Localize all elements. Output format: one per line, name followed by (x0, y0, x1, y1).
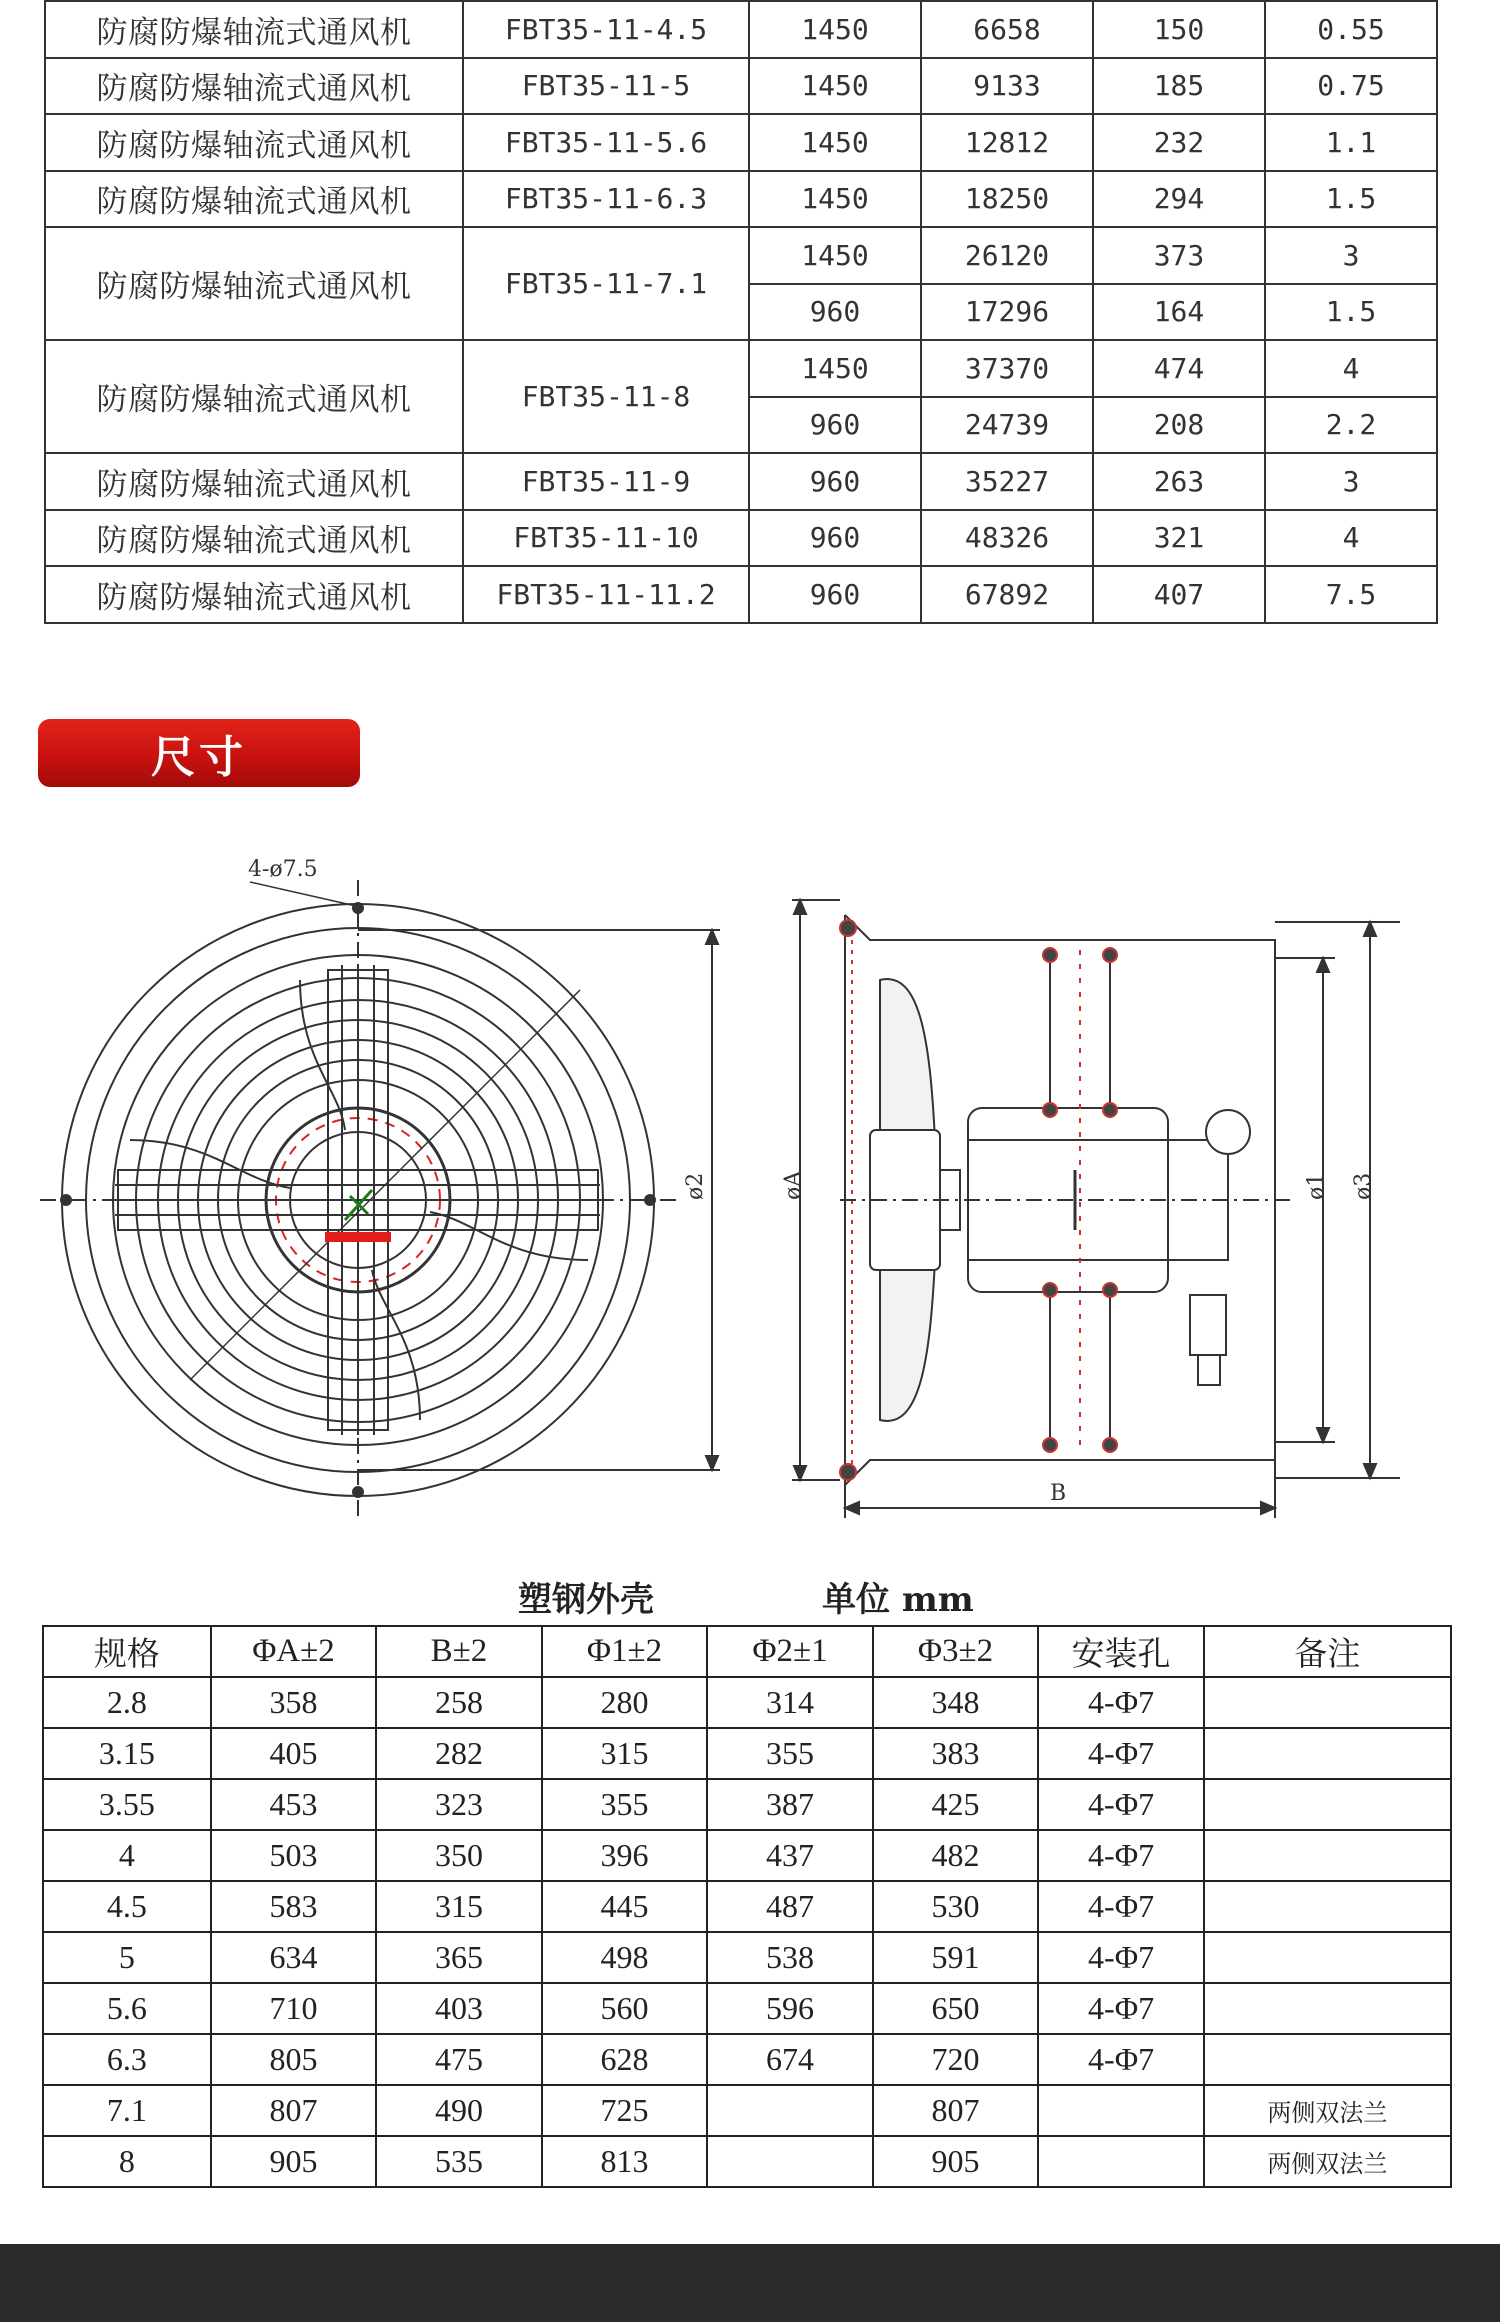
pressure-cell: 232 (1093, 114, 1265, 171)
dimensions-header-cell: Φ1±2 (542, 1626, 708, 1677)
airflow-cell: 67892 (921, 566, 1093, 623)
dimensions-cell: 387 (707, 1779, 873, 1830)
dimensions-cell: 4-Φ7 (1038, 1779, 1204, 1830)
dimensions-cell: 453 (211, 1779, 377, 1830)
dimensions-cell: 4-Φ7 (1038, 1983, 1204, 2034)
power-cell: 1.1 (1265, 114, 1437, 171)
phiA-label: øA (781, 1170, 806, 1200)
dimensions-cell (1204, 1830, 1451, 1881)
airflow-cell: 18250 (921, 171, 1093, 228)
dimensions-cell: 710 (211, 1983, 377, 2034)
power-cell: 4 (1265, 340, 1437, 397)
pressure-cell: 373 (1093, 227, 1265, 284)
dimensions-cell: 3.55 (43, 1779, 211, 1830)
dimensions-row (43, 1728, 1451, 1779)
dimensions-header-row (43, 1626, 1451, 1677)
dimensions-cell: 3.15 (43, 1728, 211, 1779)
dimensions-cell: 498 (542, 1932, 708, 1983)
dimensions-cell: 282 (376, 1728, 542, 1779)
speed-cell: 1450 (749, 114, 921, 171)
dimensions-header-cell: 备注 (1204, 1626, 1451, 1677)
pressure-cell: 164 (1093, 284, 1265, 341)
dimensions-cell: 383 (873, 1728, 1039, 1779)
power-cell: 0.55 (1265, 1, 1437, 58)
power-cell: 7.5 (1265, 566, 1437, 623)
performance-table-body (45, 1, 1437, 623)
dimensions-cell: 7.1 (43, 2085, 211, 2136)
dimensions-cell: 350 (376, 1830, 542, 1881)
dimensions-row (43, 2136, 1451, 2187)
dimensions-cell: 628 (542, 2034, 708, 2085)
dimensions-row (43, 1779, 1451, 1830)
dimensions-cell: 315 (376, 1881, 542, 1932)
dimensions-cell: 396 (542, 1830, 708, 1881)
speed-cell: 960 (749, 453, 921, 510)
airflow-cell: 6658 (921, 1, 1093, 58)
dimensions-cell (1204, 1932, 1451, 1983)
fan-technical-drawing (0, 840, 1500, 1540)
dimensions-cell: 4 (43, 1830, 211, 1881)
dimensions-cell: 487 (707, 1881, 873, 1932)
dimensions-cell: 805 (211, 2034, 377, 2085)
airflow-cell: 48326 (921, 510, 1093, 567)
model-cell: FBT35-11-11.2 (463, 566, 749, 623)
speed-cell: 1450 (749, 1, 921, 58)
pressure-cell: 474 (1093, 340, 1265, 397)
dimensions-cell (707, 2136, 873, 2187)
dimensions-cell: 355 (542, 1779, 708, 1830)
speed-cell: 960 (749, 397, 921, 454)
dimensions-cell (1038, 2136, 1204, 2187)
dimensions-cell: 258 (376, 1677, 542, 1728)
performance-row (45, 171, 1437, 228)
dimensions-cell: 538 (707, 1932, 873, 1983)
fan-name-cell: 防腐防爆轴流式通风机 (45, 340, 463, 453)
dimensions-cell: 280 (542, 1677, 708, 1728)
dimensions-cell: 4-Φ7 (1038, 1728, 1204, 1779)
dimensions-cell: 720 (873, 2034, 1039, 2085)
dimensions-row (43, 1830, 1451, 1881)
fan-name-cell: 防腐防爆轴流式通风机 (45, 171, 463, 228)
dimensions-cell: 4-Φ7 (1038, 1830, 1204, 1881)
power-cell: 1.5 (1265, 284, 1437, 341)
dimensions-header-cell: 规格 (43, 1626, 211, 1677)
phi2-label: ø2 (683, 1172, 708, 1200)
dimensions-cell: 两侧双法兰 (1204, 2085, 1451, 2136)
performance-row (45, 566, 1437, 623)
dims-caption-material: 塑钢外壳 (518, 1580, 654, 1620)
dimensions-cell: 4-Φ7 (1038, 1881, 1204, 1932)
performance-row (45, 227, 1437, 284)
dimensions-cell: 6.3 (43, 2034, 211, 2085)
dimensions-cell: 535 (376, 2136, 542, 2187)
performance-row (45, 1, 1437, 58)
dimensions-header-cell: ΦA±2 (211, 1626, 377, 1677)
speed-cell: 960 (749, 510, 921, 567)
B-label: B (1050, 1481, 1067, 1506)
power-cell: 1.5 (1265, 171, 1437, 228)
model-cell: FBT35-11-4.5 (463, 1, 749, 58)
speed-cell: 1450 (749, 58, 921, 115)
pressure-cell: 263 (1093, 453, 1265, 510)
phi3-label: ø3 (1351, 1172, 1376, 1200)
dimensions-cell (1204, 1677, 1451, 1728)
dimensions-cell: 905 (211, 2136, 377, 2187)
dimensions-row (43, 1983, 1451, 2034)
dimensions-cell: 5.6 (43, 1983, 211, 2034)
performance-row (45, 114, 1437, 171)
power-cell: 3 (1265, 453, 1437, 510)
model-cell: FBT35-11-8 (463, 340, 749, 453)
speed-cell: 1450 (749, 227, 921, 284)
dimensions-cell: 8 (43, 2136, 211, 2187)
dimensions-cell: 591 (873, 1932, 1039, 1983)
dimensions-cell: 358 (211, 1677, 377, 1728)
dimensions-row (43, 1677, 1451, 1728)
dimensions-cell: 314 (707, 1677, 873, 1728)
model-cell: FBT35-11-7.1 (463, 227, 749, 340)
dimensions-cell (1204, 1983, 1451, 2034)
model-cell: FBT35-11-10 (463, 510, 749, 567)
dimensions-cell: 两侧双法兰 (1204, 2136, 1451, 2187)
fan-name-cell: 防腐防爆轴流式通风机 (45, 227, 463, 340)
airflow-cell: 37370 (921, 340, 1093, 397)
performance-row (45, 340, 1437, 397)
dimensions-cell: 425 (873, 1779, 1039, 1830)
dims-caption-unit: 单位 mm (822, 1580, 974, 1620)
dimensions-cell: 813 (542, 2136, 708, 2187)
dimensions-cell: 807 (211, 2085, 377, 2136)
dimensions-cell (1204, 2034, 1451, 2085)
dimensions-cell: 445 (542, 1881, 708, 1932)
performance-row (45, 453, 1437, 510)
pressure-cell: 208 (1093, 397, 1265, 454)
dimensions-cell: 725 (542, 2085, 708, 2136)
dimensions-cell (1038, 2085, 1204, 2136)
speed-cell: 1450 (749, 340, 921, 397)
speed-cell: 960 (749, 566, 921, 623)
side-view (792, 900, 1400, 1518)
speed-cell: 960 (749, 284, 921, 341)
pressure-cell: 321 (1093, 510, 1265, 567)
dimensions-row (43, 1881, 1451, 1932)
performance-table (44, 0, 1438, 624)
model-cell: FBT35-11-6.3 (463, 171, 749, 228)
dimensions-cell: 475 (376, 2034, 542, 2085)
dimensions-header-cell: B±2 (376, 1626, 542, 1677)
dimensions-cell (1204, 1779, 1451, 1830)
dimensions-cell: 490 (376, 2085, 542, 2136)
dimensions-cell: 5 (43, 1932, 211, 1983)
dimensions-cell: 403 (376, 1983, 542, 2034)
dimensions-cell: 348 (873, 1677, 1039, 1728)
fan-name-cell: 防腐防爆轴流式通风机 (45, 566, 463, 623)
dimensions-cell: 905 (873, 2136, 1039, 2187)
hole-label: 4-ø7.5 (248, 857, 318, 882)
model-cell: FBT35-11-5 (463, 58, 749, 115)
speed-cell: 1450 (749, 171, 921, 228)
dimensions-cell: 560 (542, 1983, 708, 2034)
dimensions-header-cell: 安装孔 (1038, 1626, 1204, 1677)
dimensions-table-body (43, 1677, 1451, 2187)
dimensions-cell: 2.8 (43, 1677, 211, 1728)
front-view (40, 880, 720, 1518)
fan-name-cell: 防腐防爆轴流式通风机 (45, 58, 463, 115)
dimensions-row (43, 1932, 1451, 1983)
dimensions-cell: 355 (707, 1728, 873, 1779)
footer-bar (0, 2244, 1500, 2322)
phi1-label: ø1 (1304, 1172, 1329, 1200)
power-cell: 4 (1265, 510, 1437, 567)
dimensions-cell: 4-Φ7 (1038, 1932, 1204, 1983)
airflow-cell: 26120 (921, 227, 1093, 284)
fan-name-cell: 防腐防爆轴流式通风机 (45, 114, 463, 171)
dimensions-cell: 503 (211, 1830, 377, 1881)
dimensions-cell: 583 (211, 1881, 377, 1932)
dimensions-cell: 365 (376, 1932, 542, 1983)
dimensions-row (43, 2034, 1451, 2085)
pressure-cell: 407 (1093, 566, 1265, 623)
dimensions-cell: 807 (873, 2085, 1039, 2136)
dimensions-cell: 323 (376, 1779, 542, 1830)
dimensions-cell (1204, 1728, 1451, 1779)
dimensions-cell: 596 (707, 1983, 873, 2034)
dimensions-cell: 4-Φ7 (1038, 2034, 1204, 2085)
dimensions-table (42, 1625, 1452, 2188)
dimensions-cell: 650 (873, 1983, 1039, 2034)
dimensions-cell: 405 (211, 1728, 377, 1779)
dimensions-cell: 530 (873, 1881, 1039, 1932)
performance-row (45, 58, 1437, 115)
dimensions-cell: 437 (707, 1830, 873, 1881)
section-badge-dimensions (38, 719, 360, 787)
dimensions-cell (707, 2085, 873, 2136)
model-cell: FBT35-11-5.6 (463, 114, 749, 171)
dimensions-cell: 4.5 (43, 1881, 211, 1932)
fan-name-cell: 防腐防爆轴流式通风机 (45, 510, 463, 567)
power-cell: 3 (1265, 227, 1437, 284)
model-cell: FBT35-11-9 (463, 453, 749, 510)
pressure-cell: 185 (1093, 58, 1265, 115)
performance-row (45, 510, 1437, 567)
dimensions-cell: 482 (873, 1830, 1039, 1881)
pressure-cell: 294 (1093, 171, 1265, 228)
airflow-cell: 24739 (921, 397, 1093, 454)
airflow-cell: 35227 (921, 453, 1093, 510)
pressure-cell: 150 (1093, 1, 1265, 58)
dimensions-cell: 4-Φ7 (1038, 1677, 1204, 1728)
dimensions-cell: 315 (542, 1728, 708, 1779)
dimensions-cell: 674 (707, 2034, 873, 2085)
dimensions-cell: 634 (211, 1932, 377, 1983)
dimensions-header-cell: Φ3±2 (873, 1626, 1039, 1677)
dimensions-row (43, 2085, 1451, 2136)
fan-name-cell: 防腐防爆轴流式通风机 (45, 1, 463, 58)
dimensions-header-cell: Φ2±1 (707, 1626, 873, 1677)
dimensions-cell (1204, 1881, 1451, 1932)
power-cell: 0.75 (1265, 58, 1437, 115)
fan-name-cell: 防腐防爆轴流式通风机 (45, 453, 463, 510)
section-title: 尺寸 (151, 732, 247, 783)
power-cell: 2.2 (1265, 397, 1437, 454)
airflow-cell: 17296 (921, 284, 1093, 341)
airflow-cell: 12812 (921, 114, 1093, 171)
airflow-cell: 9133 (921, 58, 1093, 115)
